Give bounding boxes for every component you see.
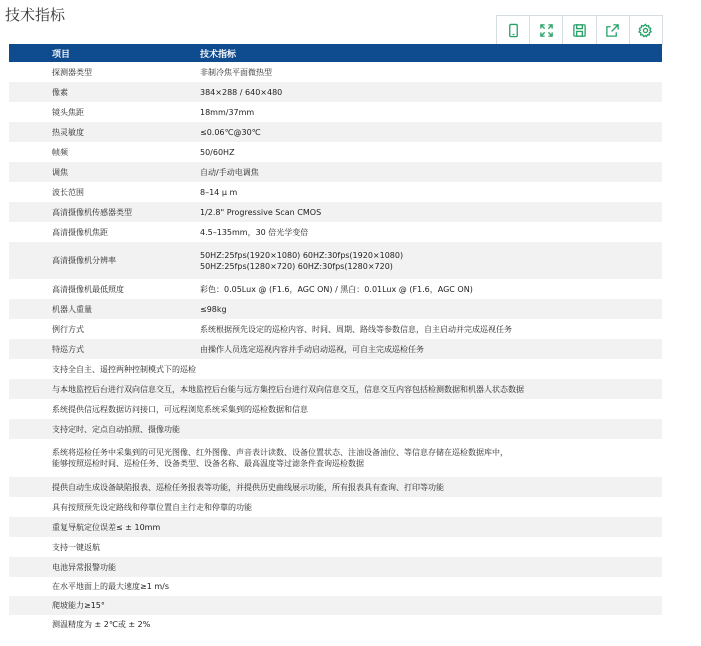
row-value: 彩色：0.05Lux @ (F1.6，AGC ON) / 黑白：0.01Lux @ (F1.6，AGC ON)	[200, 284, 473, 294]
header-spec: 技术指标	[200, 44, 662, 62]
table-header-row	[9, 44, 662, 62]
feature-text: 在水平地面上的最大速度≥1 m/s	[52, 582, 169, 591]
table-row	[9, 596, 662, 615]
row-label: 特巡方式	[9, 339, 200, 359]
share-icon	[605, 23, 620, 38]
feature-text: 支持一键返航	[52, 542, 100, 552]
feature-text: 爬坡能力≥15°	[9, 596, 662, 615]
row-value-line: 50HZ:25fps(1280×720) 60HZ:30fps(1280×720)	[200, 261, 393, 271]
row-label: 热灵敏度	[9, 122, 200, 142]
table-row	[9, 379, 662, 399]
row-label: 高清摄像机分辨率	[9, 242, 200, 279]
table-row	[9, 577, 662, 596]
page-title: 技术指标	[5, 6, 66, 24]
feature-text: 具有按照预先设定路线和停靠位置自主行走和停靠的功能	[52, 502, 252, 512]
table-row	[9, 419, 662, 439]
mobile-icon	[506, 23, 521, 38]
row-value	[200, 242, 662, 279]
toolbar	[496, 15, 663, 45]
row-value: 50/60HZ	[200, 147, 235, 157]
table-row	[9, 319, 662, 339]
row-value-line: 50HZ:25fps(1920×1080) 60HZ:30fps(1920×1080)	[200, 250, 404, 260]
table-row	[9, 439, 662, 477]
row-label: 高清摄像机焦距	[52, 227, 108, 237]
feature-text: 提供自动生成设备缺陷报表、巡检任务报表等功能，并提供历史曲线展示功能，所有报表具有查询、打印等功能	[9, 477, 662, 497]
settings-icon	[638, 23, 653, 38]
table-row	[9, 62, 662, 82]
table-row	[9, 122, 662, 142]
feature-text: 测温精度为 ± 2℃或 ± 2%	[52, 620, 151, 629]
settings-button[interactable]	[630, 16, 662, 44]
feature-text	[9, 439, 662, 477]
header-item: 项目	[9, 44, 200, 62]
save-icon	[572, 23, 587, 38]
table-row	[9, 477, 662, 497]
row-label: 例行方式	[52, 324, 84, 334]
row-value: 自动/手动电调焦	[200, 162, 662, 182]
table-row	[9, 82, 662, 102]
row-label: 机器人重量	[9, 299, 200, 319]
table-row	[9, 359, 662, 379]
row-label: 像素	[9, 82, 200, 102]
row-label: 波长范围	[52, 187, 84, 197]
row-value: 非制冷焦平面微热型	[200, 67, 272, 77]
table-row	[9, 222, 662, 242]
table-row	[9, 279, 662, 299]
table-row	[9, 537, 662, 557]
spec-table	[9, 44, 662, 634]
share-button[interactable]	[597, 16, 630, 44]
table-row	[9, 242, 662, 279]
row-value: 384×288 / 640×480	[200, 82, 662, 102]
row-value: 系统根据预先设定的巡检内容、时间、周期、路线等参数信息，自主启动并完成巡视任务	[200, 324, 512, 334]
row-value: ≤0.06℃@30℃	[200, 122, 662, 142]
table-row	[9, 399, 662, 419]
table-row	[9, 497, 662, 517]
table-row	[9, 517, 662, 537]
table-row	[9, 202, 662, 222]
table-row	[9, 142, 662, 162]
table-row	[9, 162, 662, 182]
row-value: ≤98kg	[200, 299, 662, 319]
table-row	[9, 182, 662, 202]
feature-text-line: 能够按照巡检时间、巡检任务、设备类型、设备名称、最高温度等过滤条件查询巡检数据	[52, 459, 364, 468]
feature-text: 支持全自主、遥控两种控制模式下的巡检	[52, 364, 196, 374]
feature-text-line: 系统将巡检任务中采集到的可见光图像、红外图像、声音表计读数、设备位置状态、注油设备油位、等信息存储在巡检数据库中，	[52, 448, 508, 457]
table-row	[9, 615, 662, 634]
save-button[interactable]	[563, 16, 596, 44]
table-row	[9, 299, 662, 319]
fullscreen-button[interactable]	[530, 16, 563, 44]
row-value: 1/2.8" Progressive Scan CMOS	[200, 202, 662, 222]
table-row	[9, 339, 662, 359]
feature-text: 系统提供信远程数据访问接口，可远程浏览系统采集到的巡检数据和信息	[52, 404, 308, 414]
row-value: 8–14 μ m	[200, 187, 238, 197]
feature-text: 与本地监控后台进行双向信息交互，本地监控后台能与远方集控后台进行双向信息交互，信息交互内容包括检测数据和机器人状态数据	[9, 379, 662, 399]
row-value: 4.5–135mm，30 倍光学变倍	[200, 227, 309, 237]
row-label: 探测器类型	[52, 67, 92, 77]
row-label: 高清摄像机最低照度	[52, 284, 124, 294]
feature-text: 电池异常报警功能	[9, 557, 662, 577]
feature-text: 重复导航定位误差≤ ± 10mm	[9, 517, 662, 537]
row-label: 镜头焦距	[52, 107, 84, 117]
row-label: 高清摄像机传感器类型	[9, 202, 200, 222]
feature-text: 支持定时、定点自动拍照、摄像功能	[9, 419, 662, 439]
fullscreen-icon	[539, 23, 554, 38]
row-value: 由操作人员选定巡视内容并手动启动巡视，可自主完成巡检任务	[200, 339, 662, 359]
row-label: 帧频	[52, 147, 68, 157]
mobile-view-button[interactable]	[497, 16, 530, 44]
table-row	[9, 557, 662, 577]
row-label: 调焦	[9, 162, 200, 182]
table-row	[9, 102, 662, 122]
row-value: 18mm/37mm	[200, 107, 255, 117]
